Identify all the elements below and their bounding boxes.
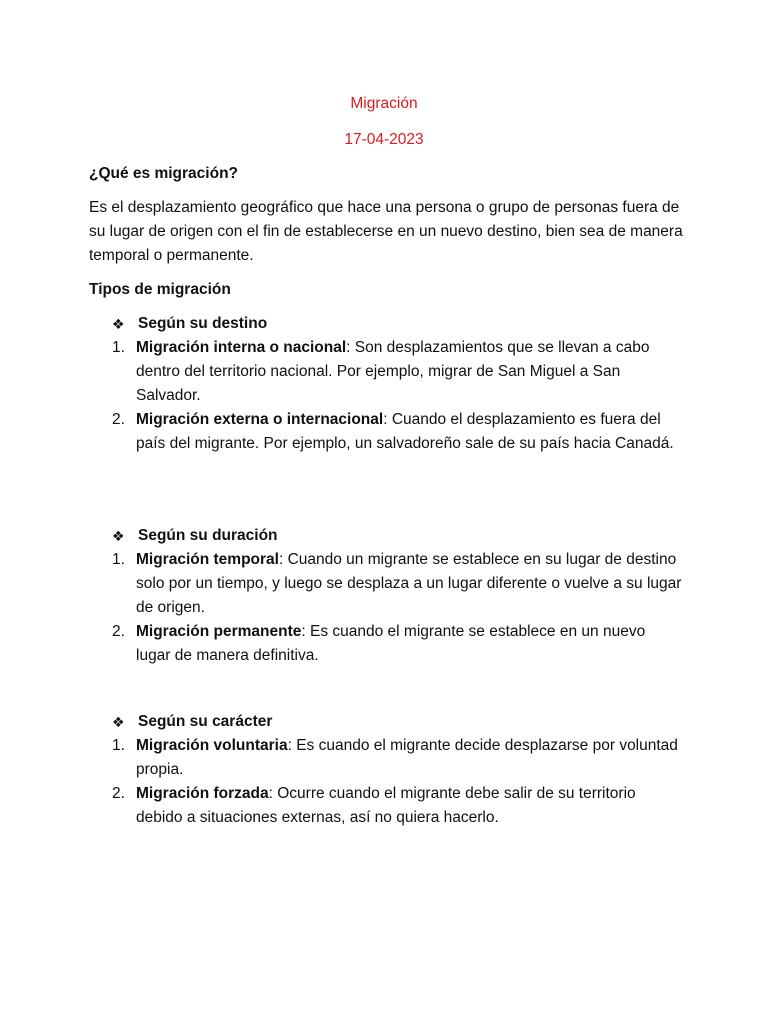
list-item [112,336,682,408]
list-item [112,408,682,456]
types-heading: Tipos de migración [89,281,231,298]
diamond-bullet-icon: ❖ [112,316,125,332]
list-item [112,548,682,620]
definition-paragraph: Es el desplazamiento geográfico que hace una persona o grupo de personas fuera de su lugar de origen con el fin de establecerse en un nuevo destino, bien sea de manera temporal o permanente. [89,199,683,264]
item-text: : Cuando un migrante se establece en su lugar de destino solo por un tiempo, y luego se desplaza a un lugar diferente o vuelve a su lugar de origen. [136,551,682,616]
section-caracter [112,710,682,830]
section-heading-text: Según su duración [138,527,278,544]
item-term: Migración forzada [136,785,269,802]
item-term: Migración interna o nacional [136,339,347,356]
item-number: 2. [112,411,125,428]
document-title: Migración [350,95,418,112]
section-destino [112,312,682,456]
diamond-bullet-icon: ❖ [112,714,125,730]
item-text: : Es cuando el migrante decide desplazarse por voluntad propia. [136,737,678,778]
item-term: Migración externa o internacional [136,411,384,428]
item-term: Migración voluntaria [136,737,288,754]
section-heading [112,524,682,548]
section-heading [112,710,682,734]
item-number: 1. [112,551,125,568]
section-heading [112,312,682,336]
list-item [112,734,682,782]
item-text: : Ocurre cuando el migrante debe salir de su territorio debido a situaciones externas, así no quiera hacerlo. [136,785,636,826]
item-number: 2. [112,623,125,640]
item-number: 2. [112,785,125,802]
section-heading-text: Según su destino [138,315,268,332]
item-text: : Es cuando el migrante se establece en un nuevo lugar de manera definitiva. [136,623,646,664]
item-number: 1. [112,737,125,754]
item-number: 1. [112,339,125,356]
item-text: : Son desplazamientos que se llevan a cabo dentro del territorio nacional. Por ejemplo, migrar de San Miguel a San Salvador. [136,339,650,404]
list-item [112,782,682,830]
section-duracion [112,524,682,668]
document-date: 17-04-2023 [344,131,424,148]
item-text: : Cuando el desplazamiento es fuera del país del migrante. Por ejemplo, un salvadoreño sale de su país hacia Canadá. [136,411,674,452]
list-item [112,620,682,668]
item-term: Migración permanente [136,623,302,640]
question-heading: ¿Qué es migración? [89,165,239,182]
diamond-bullet-icon: ❖ [112,528,125,544]
item-term: Migración temporal [136,551,279,568]
section-heading-text: Según su carácter [138,713,273,730]
